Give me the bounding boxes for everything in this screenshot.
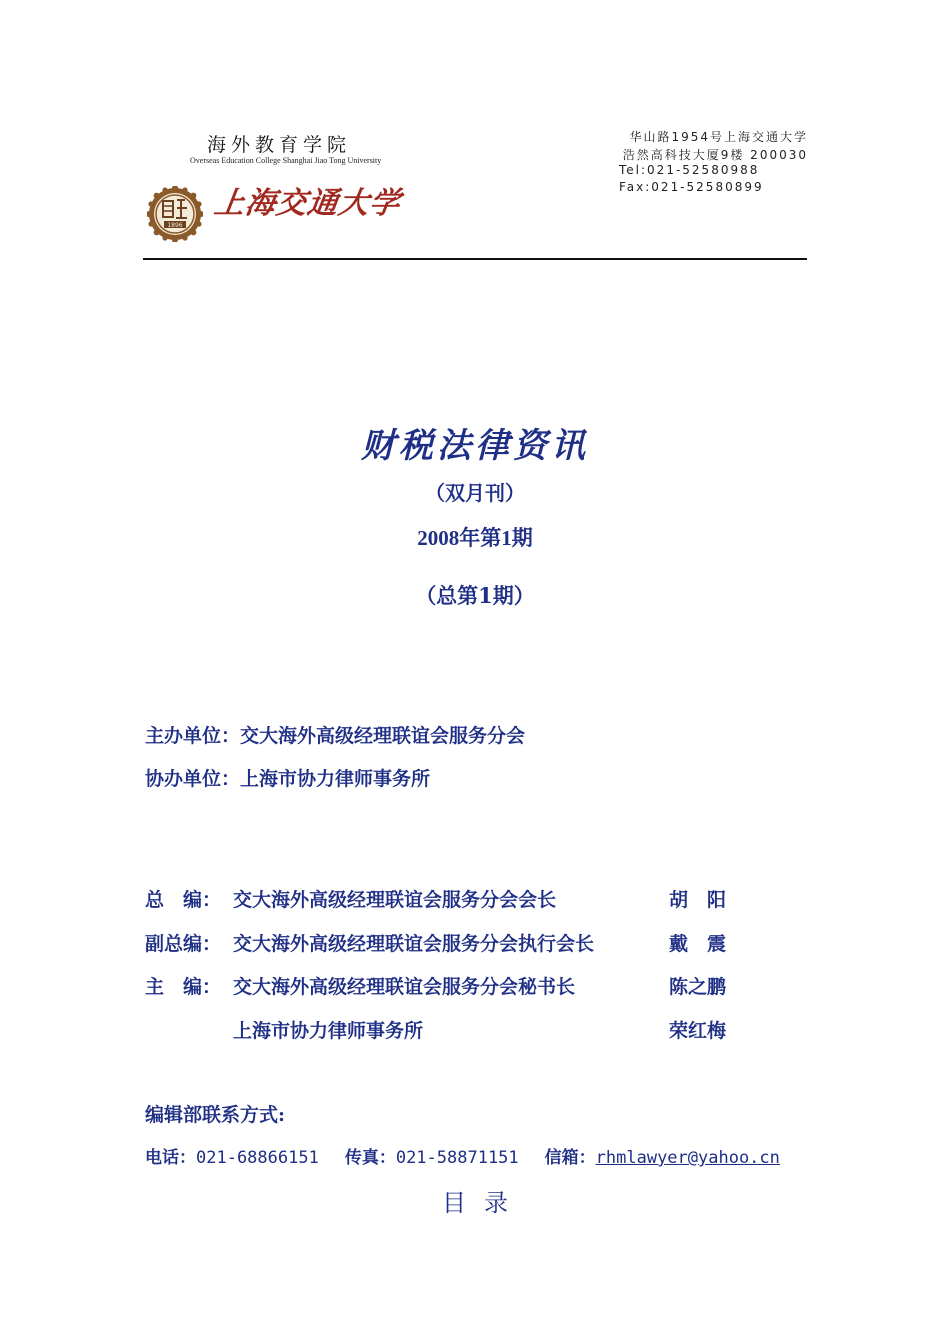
toc-heading: 目录 [442, 1189, 526, 1217]
staff-role: 主 编： [145, 976, 222, 998]
staff-org: 交大海外高级经理联谊会服务分会执行会长 [233, 933, 595, 955]
staff-org: 交大海外高级经理联谊会服务分会会长 [233, 889, 557, 911]
contact-heading: 编辑部联系方式: [145, 1104, 286, 1126]
address-line-2: 浩然高科技大厦9楼 200030 [622, 148, 808, 162]
email-label: 信箱： [544, 1148, 596, 1168]
staff-role: 副总编： [145, 933, 222, 955]
staff-org: 上海市协力律师事务所 [233, 1020, 424, 1042]
publication-frequency: （双月刊） [425, 481, 525, 505]
staff-name: 胡 阳 [669, 889, 727, 911]
email-link[interactable]: rhmlawyer@yahoo.cn [595, 1148, 780, 1168]
staff-org: 交大海外高级经理联谊会服务分会秘书长 [233, 976, 576, 998]
phone-number: 021-68866151 [196, 1148, 319, 1168]
fax-label: 传真： [344, 1148, 396, 1168]
college-name: 海外教育学院 [207, 134, 352, 156]
seal-year: 1896 [167, 222, 183, 229]
publication-title: 财税法律资讯 [361, 426, 589, 466]
university-name-logo: 上海交通大学 [212, 186, 403, 221]
sponsor: 主办单位：交大海外高级经理联谊会服务分会 [145, 725, 526, 747]
total-issue-number: （总第1期） [415, 583, 535, 608]
telephone: Tel:021-52580988 [619, 163, 760, 177]
college-name-en: Overseas Education College Shanghai Jiao Tong University [190, 156, 382, 165]
phone-label: 电话： [145, 1148, 196, 1168]
staff-name: 陈之鹏 [669, 976, 727, 998]
co-sponsor: 协办单位：上海市协力律师事务所 [145, 768, 431, 790]
contact-line [145, 1143, 780, 1168]
issue-number: 2008年第1期 [417, 526, 533, 550]
staff-name: 荣红梅 [669, 1020, 727, 1042]
staff-role: 总 编： [145, 889, 222, 911]
fax-number: 021-58871151 [395, 1148, 519, 1168]
fax: Fax:021-52580899 [619, 180, 764, 194]
address-line-1: 华山路1954号上海交通大学 [629, 130, 808, 144]
university-seal-icon [147, 186, 203, 242]
header-divider [143, 258, 807, 260]
staff-name: 戴 震 [669, 933, 727, 955]
